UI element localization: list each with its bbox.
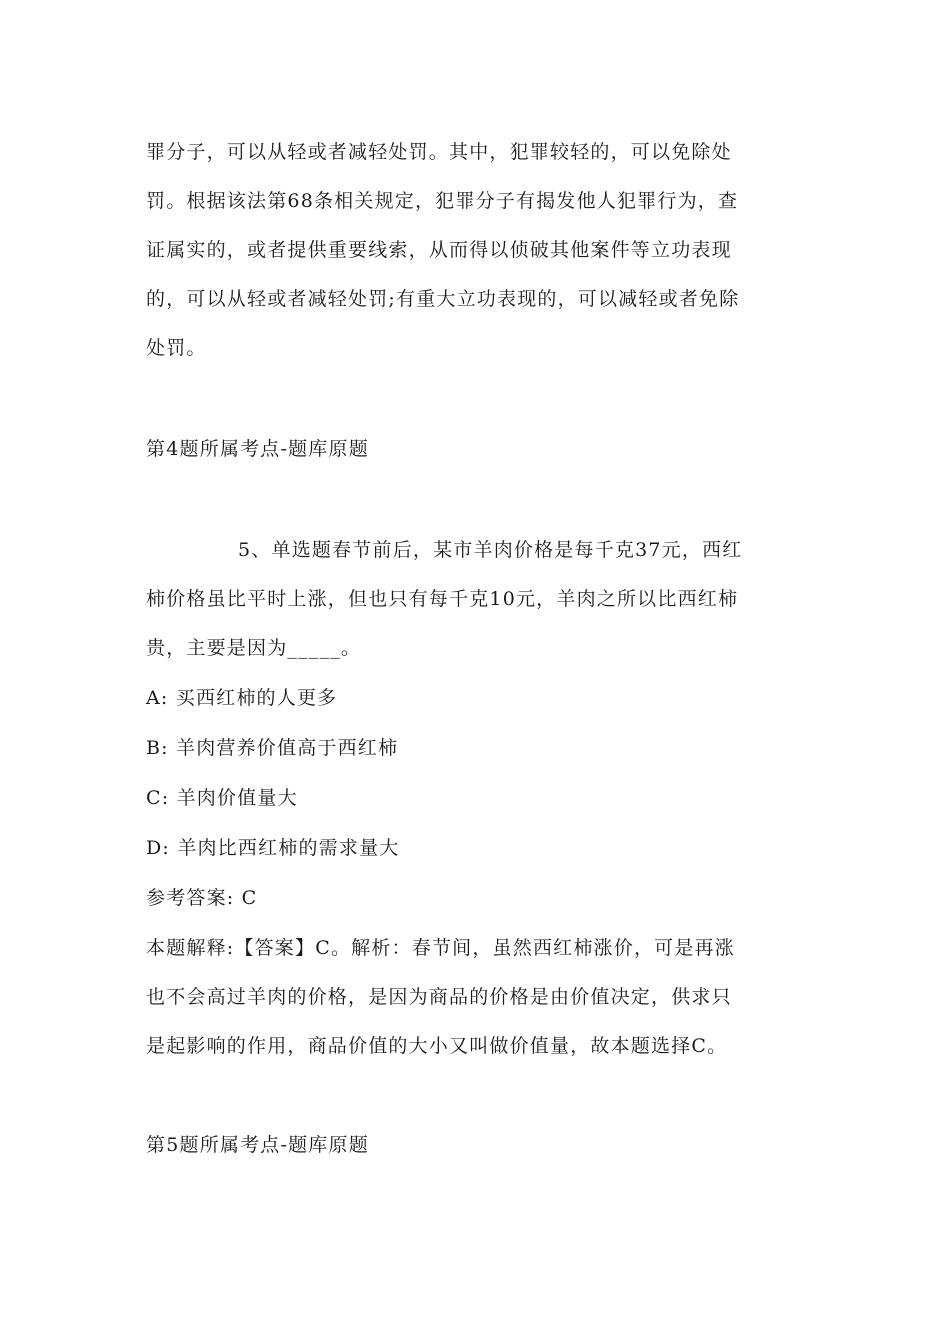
option-a: A: 买西红柿的人更多 xyxy=(146,687,338,709)
question-5-stem-line: 贵，主要是因为_____。 xyxy=(146,637,362,659)
paragraph-line: 的，可以从轻或者减轻处罚;有重大立功表现的，可以减轻或者免除 xyxy=(146,288,740,310)
explanation-line: 是起影响的作用，商品价值的大小又叫做价值量，故本题选择C。 xyxy=(146,1035,728,1057)
paragraph-line: 处罚。 xyxy=(146,337,207,359)
question-5-stem-line: 柿价格虽比平时上涨，但也只有每千克10元，羊肉之所以比西红柿 xyxy=(146,588,739,610)
reference-answer: 参考答案: C xyxy=(146,887,258,909)
question-5-stem-line: 5、单选题春节前后，某市羊肉价格是每千克37元，西红 xyxy=(238,539,743,561)
paragraph-line: 证属实的，或者提供重要线索，从而得以侦破其他案件等立功表现 xyxy=(146,239,732,261)
explanation-line: 本题解释:【答案】C。解析：春节间，虽然西红柿涨价，可是再涨 xyxy=(146,937,735,959)
question-4-topic: 第4题所属考点-题库原题 xyxy=(146,438,369,460)
question-5-topic: 第5题所属考点-题库原题 xyxy=(146,1134,369,1156)
option-d: D: 羊肉比西红柿的需求量大 xyxy=(146,837,400,859)
explanation-line: 也不会高过羊肉的价格，是因为商品的价格是由价值决定，供求只 xyxy=(146,986,732,1008)
option-b: B: 羊肉营养价值高于西红柿 xyxy=(146,737,399,759)
paragraph-line: 罪分子，可以从轻或者减轻处罚。其中，犯罪较轻的，可以免除处 xyxy=(146,141,732,163)
paragraph-line: 罚。根据该法第68条相关规定，犯罪分子有揭发他人犯罪行为，查 xyxy=(146,190,739,212)
option-c: C: 羊肉价值量大 xyxy=(146,787,298,809)
